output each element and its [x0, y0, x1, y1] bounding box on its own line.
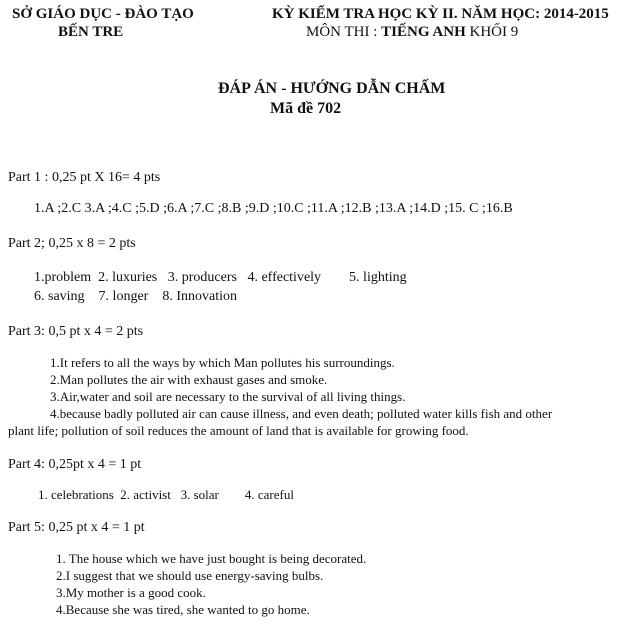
subject-name: TIẾNG ANH	[381, 24, 466, 40]
part5-answer-1: 1. The house which we have just bought is being decorated.	[56, 551, 367, 566]
part5-answer-2: 2.I suggest that we should use energy-saving bulbs.	[56, 568, 324, 583]
exam-subject-line	[306, 24, 518, 41]
subject-prefix: MÔN THI :	[306, 24, 382, 40]
part5-answer-3: 3.My mother is a good cook.	[56, 585, 206, 600]
province-name: BẾN TRE	[58, 24, 124, 40]
part3-answer-3: 3.Air,water and soil are necessary to the survival of all living things.	[50, 389, 406, 404]
part4-answers: 1. celebrations 2. activist 3. solar 4. careful	[38, 487, 294, 502]
part2-answers-line2: 6. saving 7. longer 8. Innovation	[34, 289, 237, 304]
part1-heading: Part 1 : 0,25 pt X 16= 4 pts	[8, 170, 161, 185]
department-name: SỞ GIÁO DỤC - ĐÀO TẠO	[12, 6, 194, 22]
part3-heading: Part 3: 0,5 pt x 4 = 2 pts	[8, 324, 144, 339]
answer-key-title: ĐÁP ÁN - HƯỚNG DẪN CHẤM	[218, 80, 446, 97]
part3-answer-4-line1: 4.because badly polluted air can cause illness, and even death; polluted water kills fish and other	[50, 406, 553, 421]
part4-heading: Part 4: 0,25pt x 4 = 1 pt	[8, 457, 142, 472]
exam-title: KỲ KIỂM TRA HỌC KỲ II. NĂM HỌC: 2014-2015	[272, 6, 609, 22]
part3-answer-2: 2.Man pollutes the air with exhaust gases and smoke.	[50, 372, 328, 387]
part5-heading: Part 5: 0,25 pt x 4 = 1 pt	[8, 520, 145, 535]
part2-answers-line1: 1.problem 2. luxuries 3. producers 4. effectively 5. lighting	[34, 270, 407, 285]
part3-answer-1: 1.It refers to all the ways by which Man pollutes his surroundings.	[50, 355, 395, 370]
part3-answer-4-line2: plant life; pollution of soil reduces the amount of land that is available for growing food.	[8, 423, 469, 438]
part1-answers: 1.A ;2.C 3.A ;4.C ;5.D ;6.A ;7.C ;8.B ;9.D ;10.C ;11.A ;12.B ;13.A ;14.D ;15. C ;16.B	[34, 201, 513, 216]
grade-label: KHỐI 9	[465, 24, 519, 40]
part2-heading: Part 2; 0,25 x 8 = 2 pts	[8, 236, 136, 251]
part5-answer-4: 4.Because she was tired, she wanted to go home.	[56, 602, 310, 617]
exam-code: Mã đề 702	[270, 100, 342, 117]
